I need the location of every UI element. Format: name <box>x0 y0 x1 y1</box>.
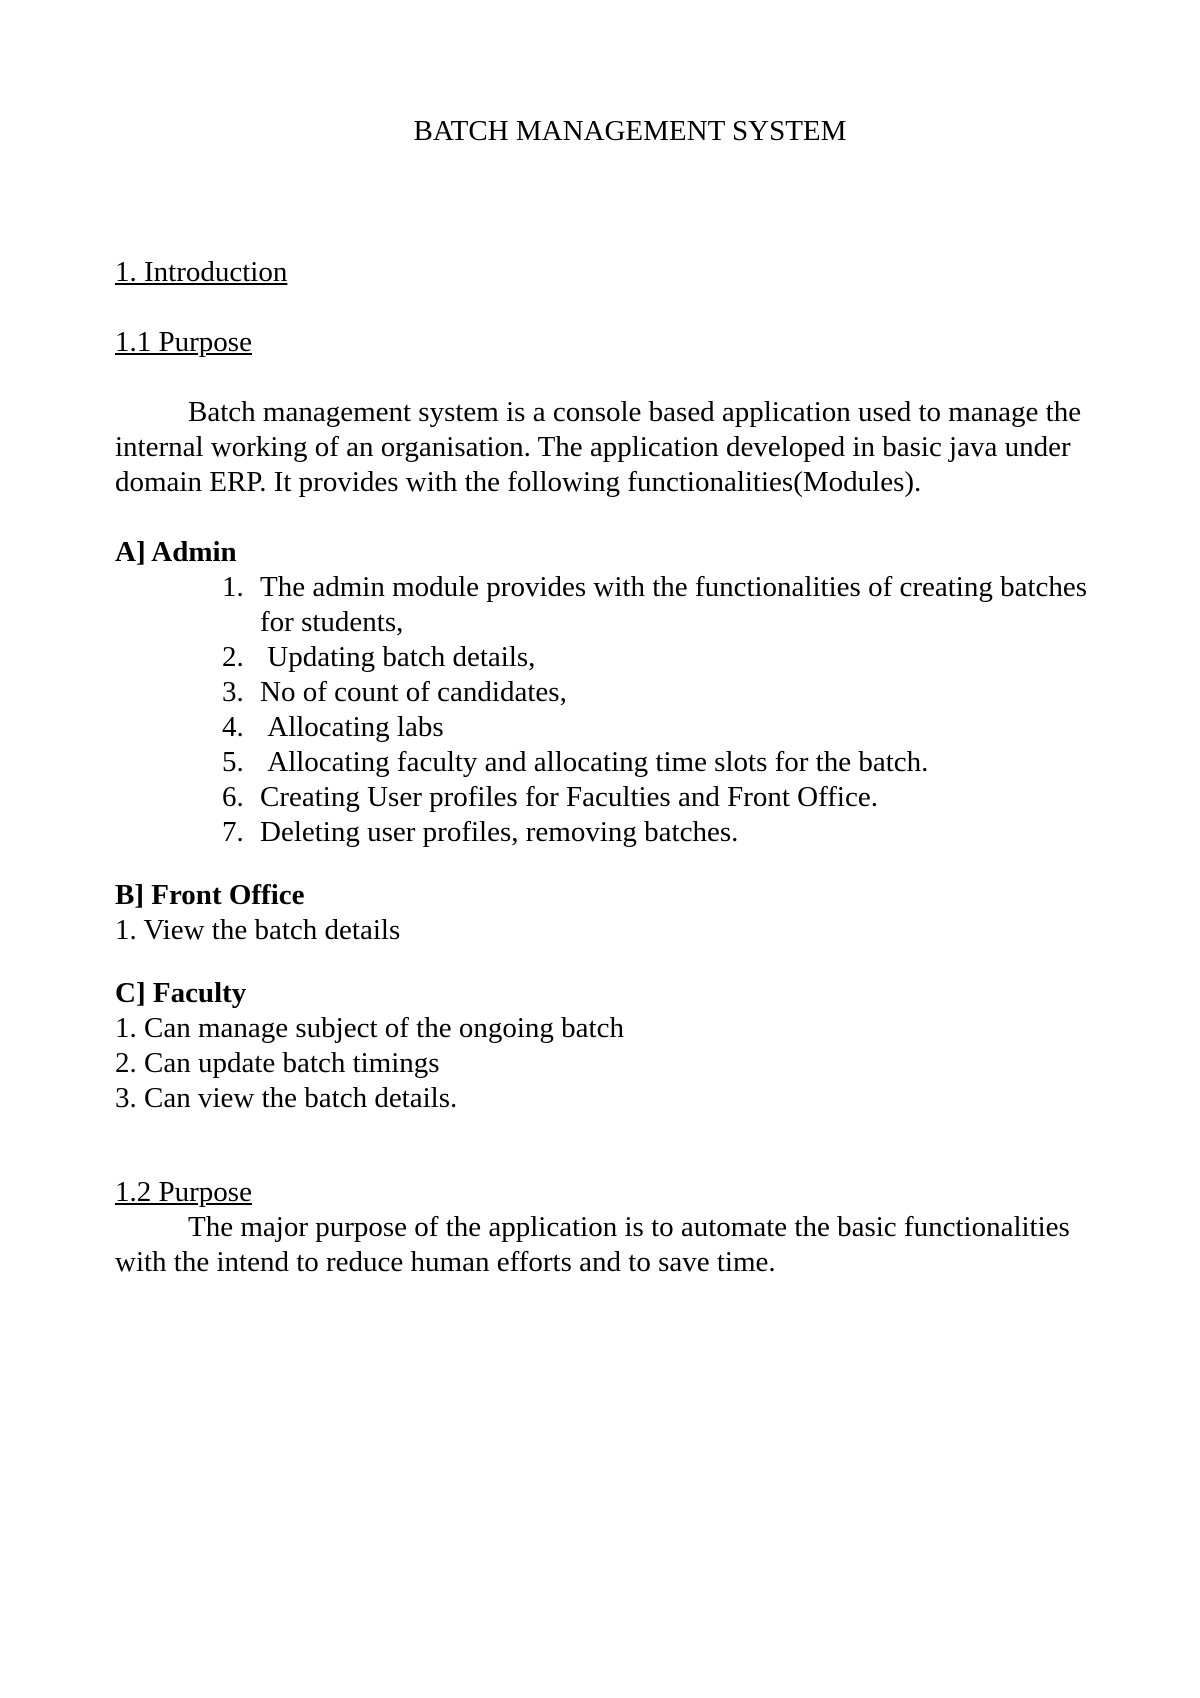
list-item <box>222 675 1122 710</box>
admin-functionality-list <box>222 570 1122 850</box>
faculty-functionality-list <box>115 1011 624 1116</box>
list-item: 2. Can update batch timings <box>115 1047 440 1079</box>
list-item <box>222 570 1122 640</box>
purpose-heading-1: 1.1 Purpose <box>115 326 252 358</box>
list-item-text: Updating batch details, <box>260 641 536 673</box>
list-item-text: The admin module provides with the functionalities of creating batches for students, <box>260 571 1095 638</box>
list-item-text: Deleting user profiles, removing batches. <box>260 816 739 848</box>
list-item <box>222 710 1122 745</box>
list-item-number: 1. <box>222 571 244 603</box>
list-item-number: 5. <box>222 746 244 778</box>
front-office-functionality-list <box>115 913 400 948</box>
admin-section-heading: A] Admin <box>115 536 237 568</box>
list-item-text: Allocating faculty and allocating time slots for the batch. <box>260 746 929 778</box>
faculty-section-heading: C] Faculty <box>115 977 247 1009</box>
list-item <box>222 780 1122 815</box>
list-item <box>222 640 1122 675</box>
document-title: BATCH MANAGEMENT SYSTEM <box>413 115 847 147</box>
list-item-text: Allocating labs <box>260 711 444 743</box>
introduction-heading: 1. Introduction <box>115 256 288 288</box>
list-item-number: 2. <box>222 641 244 673</box>
purpose-heading-2: 1.2 Purpose <box>115 1176 252 1208</box>
list-item-number: 3. <box>222 676 244 708</box>
list-item: 3. Can view the batch details. <box>115 1082 458 1114</box>
list-item-number: 4. <box>222 711 244 743</box>
list-item-number: 6. <box>222 781 244 813</box>
list-item: 1. View the batch details <box>115 914 401 946</box>
list-item-number: 7. <box>222 816 244 848</box>
list-item-text: No of count of candidates, <box>260 676 567 708</box>
list-item: 1. Can manage subject of the ongoing batch <box>115 1012 624 1044</box>
purpose-paragraph-2: The major purpose of the application is to automate the basic functionalities with the intend to reduce human efforts and to save time. <box>115 1211 1070 1278</box>
list-item-text: Creating User profiles for Faculties and Front Office. <box>260 781 878 813</box>
purpose-paragraph-1: Batch management system is a console based application used to manage the internal working of an organisation. The application developed in basic java under domain ERP. It provides with the following functionalities(Modules). <box>115 396 1082 498</box>
list-item <box>222 815 1122 850</box>
front-office-section-heading: B] Front Office <box>115 879 305 911</box>
list-item <box>222 745 1122 780</box>
